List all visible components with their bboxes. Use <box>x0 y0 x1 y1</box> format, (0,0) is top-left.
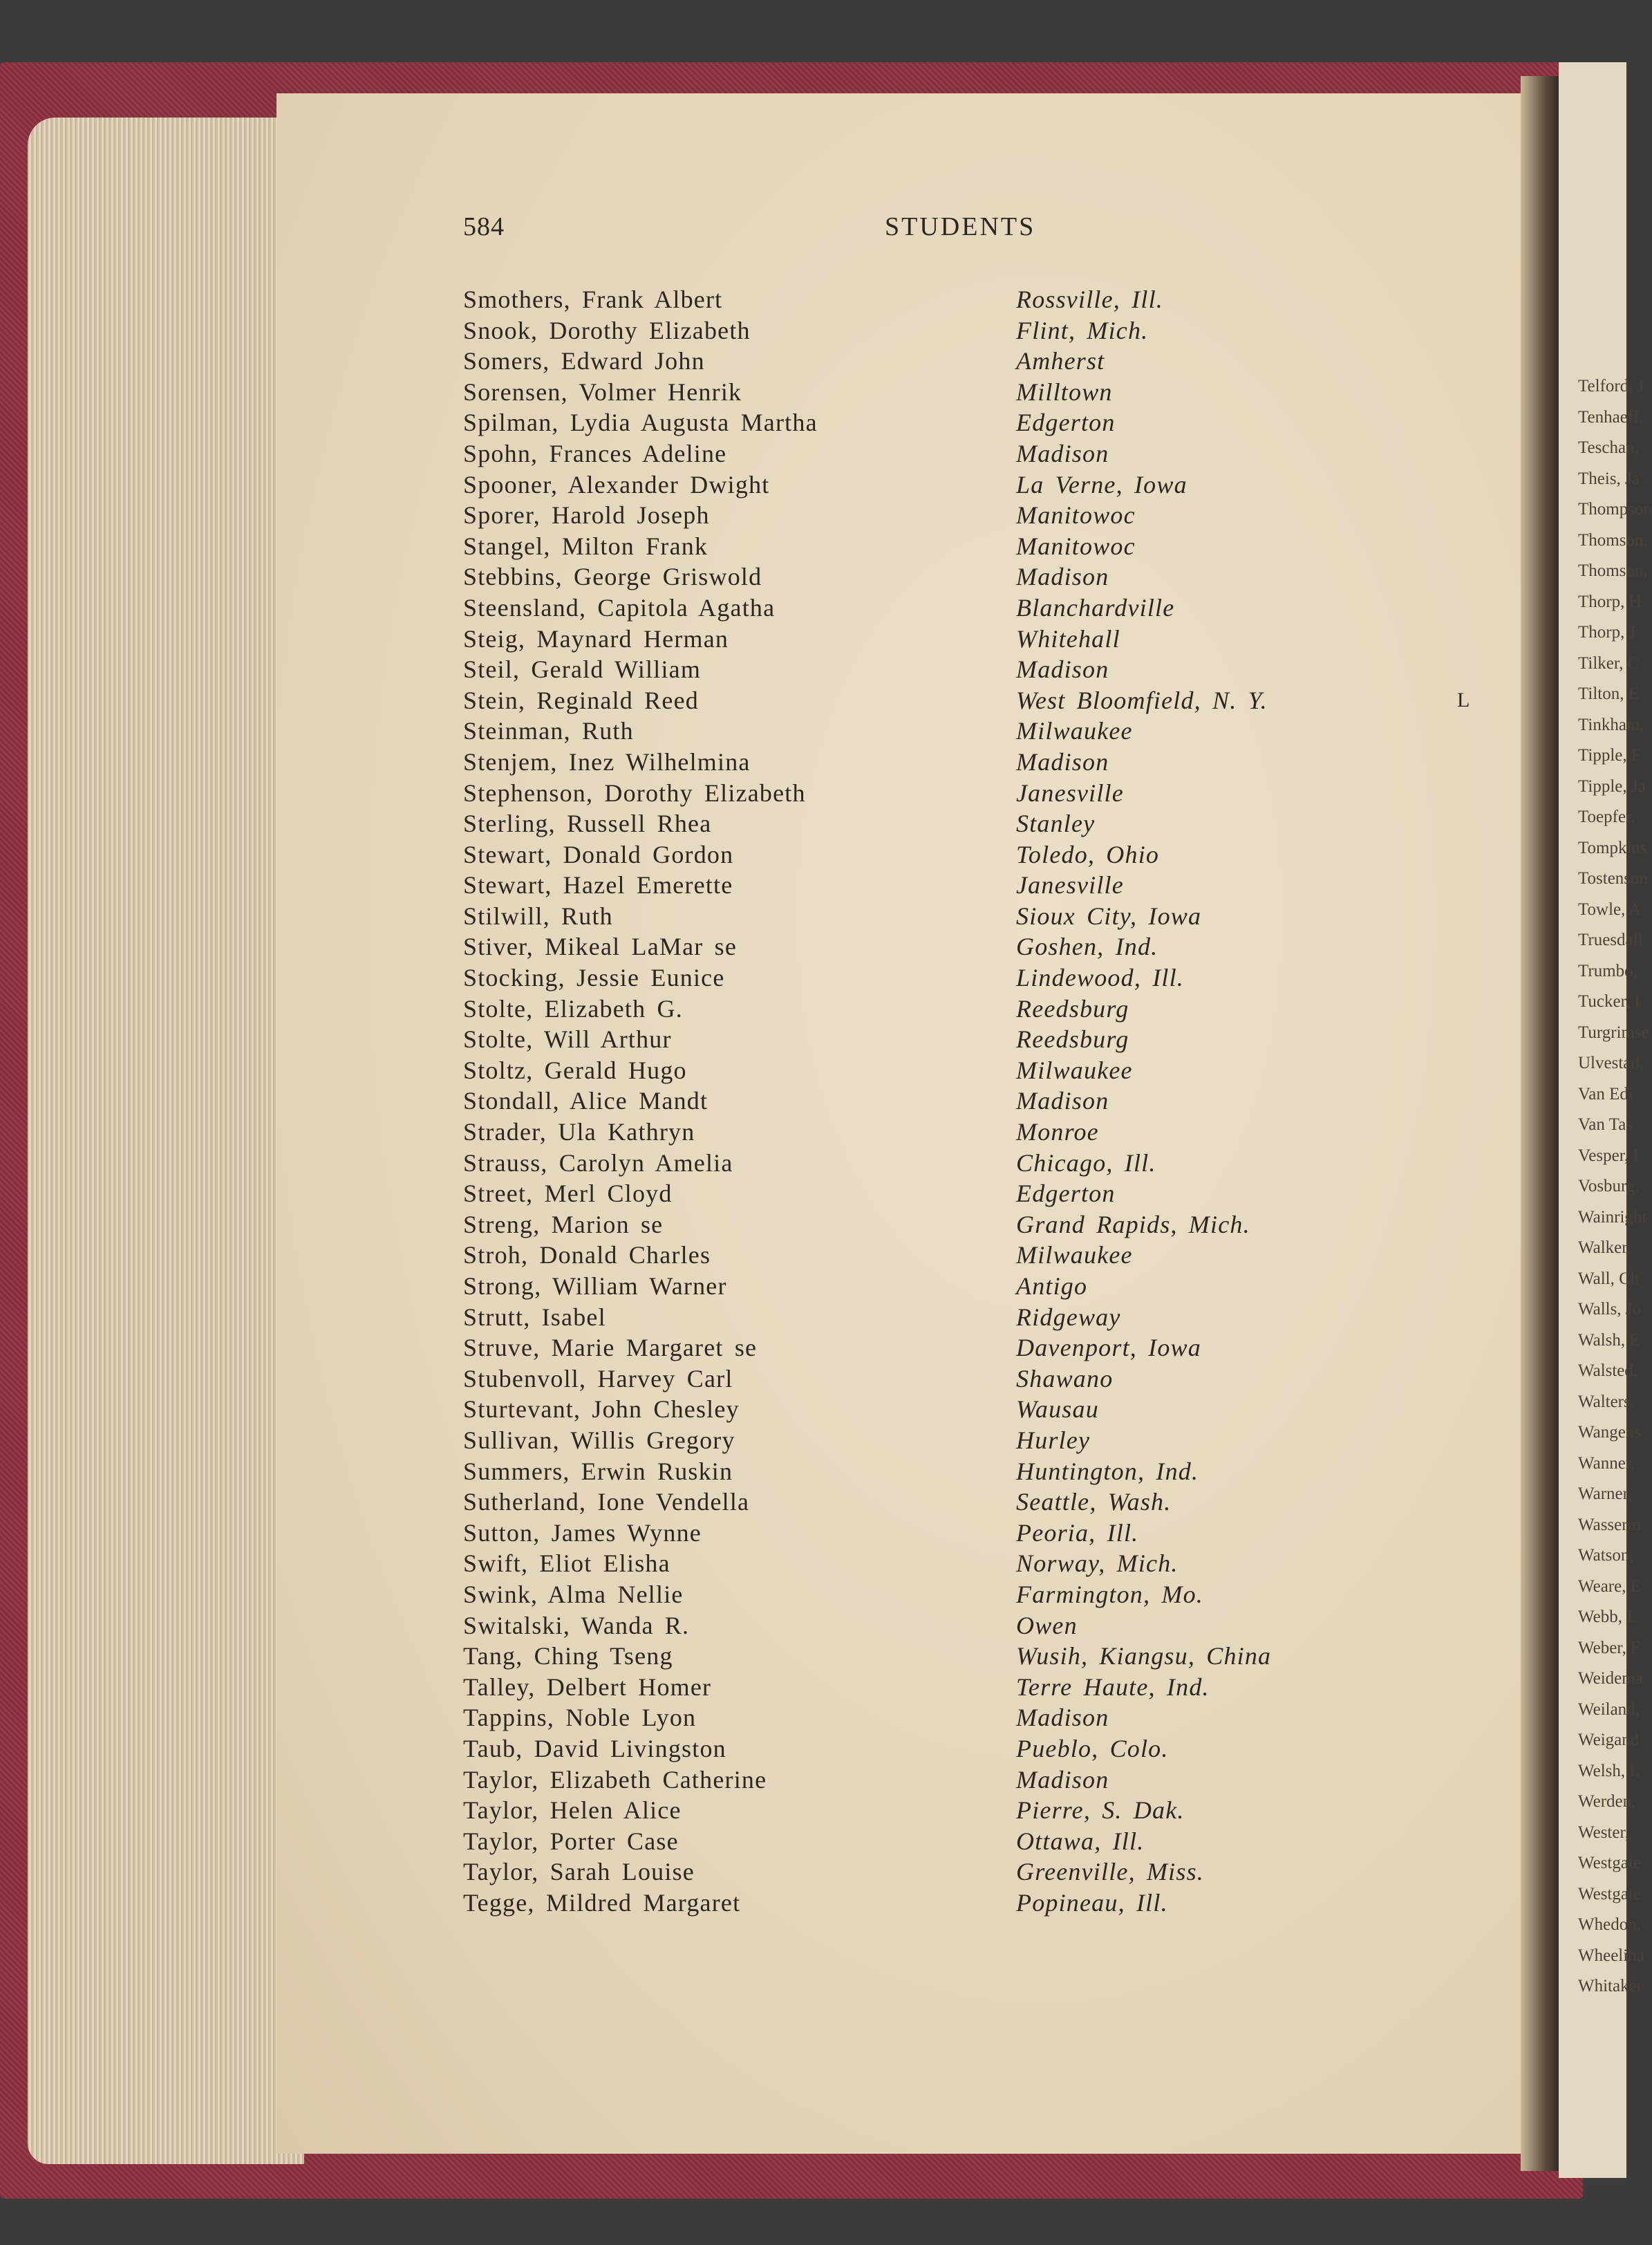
student-name: Taylor, Sarah Louise <box>463 1858 695 1886</box>
student-hometown: Edgerton <box>1016 409 1116 437</box>
list-item <box>463 1487 1500 1518</box>
student-hometown: La Verne, Iowa <box>1016 470 1188 499</box>
student-hometown: Monroe <box>1016 1118 1099 1146</box>
student-hometown: Milltown <box>1016 378 1113 406</box>
student-name: Strutt, Isabel <box>463 1303 606 1331</box>
facing-page-fragment: Tostenson <box>1578 869 1649 888</box>
list-item <box>463 1457 1500 1488</box>
student-name: Sutton, James Wynne <box>463 1518 702 1547</box>
student-hometown: Flint, Mich. <box>1016 316 1149 344</box>
list-item <box>463 378 1500 409</box>
student-name: Swift, Eliot Elisha <box>463 1549 670 1578</box>
facing-page-fragment: Teschan, <box>1578 438 1639 457</box>
facing-page <box>1559 62 1652 2178</box>
list-item <box>463 1086 1500 1117</box>
student-hometown: Madison <box>1016 1087 1109 1115</box>
student-hometown: Madison <box>1016 563 1109 591</box>
facing-page-fragment: Vesper, I <box>1578 1146 1639 1165</box>
facing-page-fragment: Trumbo, <box>1578 961 1637 980</box>
student-hometown: Janesville <box>1016 871 1124 900</box>
facing-page-fragment: Tucker, I <box>1578 992 1640 1011</box>
student-hometown: Pierre, S. Dak. <box>1016 1796 1185 1825</box>
student-name: Stangel, Milton Frank <box>463 532 708 560</box>
student-hometown: Popineau, Ill. <box>1016 1888 1168 1917</box>
student-hometown: Milwaukee <box>1016 1056 1133 1084</box>
student-hometown: Chicago, Ill. <box>1016 1148 1156 1177</box>
student-name: Stewart, Hazel Emerette <box>463 871 733 900</box>
student-hometown: Grand Rapids, Mich. <box>1016 1210 1250 1238</box>
student-hometown: Reedsburg <box>1016 994 1129 1023</box>
facing-page-fragment: Werden, <box>1578 1792 1636 1811</box>
list-item <box>463 1765 1500 1796</box>
facing-page-fragment: Warner, <box>1578 1484 1633 1503</box>
student-hometown: Shawano <box>1016 1364 1114 1392</box>
list-item <box>463 1641 1500 1673</box>
student-name: Switalski, Wanda R. <box>463 1611 690 1639</box>
list-item <box>463 747 1500 779</box>
facing-page-fragment: Weidema <box>1578 1669 1643 1688</box>
student-hometown: Whitehall <box>1016 624 1120 653</box>
facing-page-fragment: Tilker, C <box>1578 653 1640 673</box>
facing-page-fragment: Tinkham, <box>1578 715 1644 734</box>
student-name: Spohn, Frances Adeline <box>463 439 727 467</box>
student-hometown: Ottawa, Ill. <box>1016 1827 1145 1855</box>
student-name: Struve, Marie Margaret se <box>463 1334 758 1362</box>
page-title: STUDENTS <box>885 212 1036 241</box>
facing-page-fragment: Welsh, L <box>1578 1761 1640 1780</box>
list-item <box>463 593 1500 624</box>
student-name: Taub, David Livingston <box>463 1734 726 1762</box>
student-hometown: Seattle, Wash. <box>1016 1488 1172 1516</box>
list-item <box>463 963 1500 994</box>
list-item <box>463 1857 1500 1888</box>
student-name: Stoltz, Gerald Hugo <box>463 1056 687 1084</box>
list-item <box>463 1395 1500 1426</box>
student-name: Stubenvoll, Harvey Carl <box>463 1364 733 1392</box>
list-item <box>463 870 1500 902</box>
facing-page-fragment: Van Tas <box>1578 1115 1633 1134</box>
facing-page-fragment: Wall, Ch <box>1578 1269 1640 1288</box>
student-name: Steensland, Capitola Agatha <box>463 593 776 622</box>
student-hometown: Greenville, Miss. <box>1016 1858 1205 1886</box>
list-item <box>463 408 1500 439</box>
facing-page-fragment: Vosburg, <box>1578 1177 1640 1195</box>
facing-page-fragment: Weiland, <box>1578 1699 1640 1719</box>
student-name: Stolte, Elizabeth G. <box>463 994 683 1023</box>
list-item <box>463 1333 1500 1364</box>
student-name: Stilwill, Ruth <box>463 902 613 930</box>
facing-page-fragment: Ulvestad, <box>1578 1054 1644 1072</box>
list-item <box>463 532 1500 563</box>
facing-page-fragment: Towle, A <box>1578 900 1642 919</box>
student-name: Strader, Ula Kathryn <box>463 1118 695 1146</box>
student-name: Stenjem, Inez Wilhelmina <box>463 747 751 776</box>
student-name: Stondall, Alice Mandt <box>463 1087 708 1115</box>
facing-page-fragment: Whitaker <box>1578 1977 1643 1995</box>
student-name: Taylor, Helen Alice <box>463 1796 682 1825</box>
facing-page-fragment: Walls, Jo <box>1578 1300 1642 1319</box>
student-hometown: Antigo <box>1016 1272 1088 1300</box>
student-hometown: Edgerton <box>1016 1180 1116 1208</box>
student-hometown: Reedsburg <box>1016 1025 1129 1054</box>
student-name: Stroh, Donald Charles <box>463 1241 711 1269</box>
student-hometown: Blanchardville <box>1016 593 1175 622</box>
student-hometown: Stanley <box>1016 810 1096 838</box>
facing-page-fragment: Thorp, J <box>1578 623 1636 642</box>
student-name: Sporer, Harold Joseph <box>463 501 710 530</box>
student-name: Stewart, Donald Gordon <box>463 840 734 868</box>
student-name: Stiver, Mikeal LaMar se <box>463 933 738 961</box>
facing-page-fragment: Tilton, E <box>1578 684 1640 703</box>
student-hometown: Sioux City, Iowa <box>1016 902 1202 930</box>
list-item <box>463 1240 1500 1271</box>
student-hometown: Madison <box>1016 1765 1109 1794</box>
student-name: Street, Merl Cloyd <box>463 1180 673 1208</box>
facing-page-fragment: Watson, <box>1578 1546 1634 1565</box>
list-item <box>463 1025 1500 1056</box>
student-name: Tegge, Mildred Margaret <box>463 1888 741 1917</box>
facing-page-fragment: Westgate <box>1578 1884 1642 1903</box>
student-hometown: Ridgeway <box>1016 1303 1121 1331</box>
student-hometown: West Bloomfield, N. Y. <box>1016 686 1268 714</box>
list-item <box>463 779 1500 810</box>
facing-page-fragment: Thomson, <box>1578 530 1648 550</box>
facing-page-fragment: Thorp, H <box>1578 592 1642 611</box>
student-name: Tappins, Noble Lyon <box>463 1704 697 1732</box>
list-item <box>463 686 1500 717</box>
student-name: Smothers, Frank Albert <box>463 286 723 313</box>
student-name: Steinman, Ruth <box>463 717 634 745</box>
facing-page-fragment: Webb, L <box>1578 1608 1637 1626</box>
facing-page-fragment: Tipple, Ja <box>1578 776 1646 796</box>
student-hometown: Lindewood, Ill. <box>1016 964 1185 992</box>
student-name: Strong, William Warner <box>463 1272 727 1300</box>
facing-page-fragment: Truesdall <box>1578 931 1643 949</box>
list-item <box>463 1703 1500 1734</box>
facing-page-fragment: Wanner, <box>1578 1453 1635 1473</box>
student-name: Stebbins, George Griswold <box>463 563 762 591</box>
page-edges <box>28 118 304 2164</box>
list-item <box>463 346 1500 378</box>
facing-page-fragment: Tenhaeff, <box>1578 407 1644 427</box>
student-name: Spilman, Lydia Augusta Martha <box>463 409 818 437</box>
facing-page-fragment: Turgrimse <box>1578 1023 1649 1042</box>
facing-page-fragment: Westgate <box>1578 1854 1642 1872</box>
list-item <box>463 562 1500 593</box>
facing-page-fragment: Theis, Ja <box>1578 469 1640 488</box>
facing-page-fragment: Wheeliha <box>1578 1946 1644 1965</box>
facing-page-fragment: Walker, <box>1578 1238 1631 1257</box>
list-item <box>463 1117 1500 1148</box>
list-item <box>463 1518 1500 1549</box>
facing-page-fragment: Van Edi <box>1578 1084 1633 1103</box>
list-item <box>463 1271 1500 1303</box>
student-hometown: Janesville <box>1016 779 1124 807</box>
student-hometown: Toledo, Ohio <box>1016 840 1160 868</box>
student-hometown: Manitowoc <box>1016 501 1136 530</box>
student-hometown: Goshen, Ind. <box>1016 933 1158 961</box>
list-item <box>463 1796 1500 1827</box>
list-item <box>463 655 1500 686</box>
page-header <box>463 212 1258 246</box>
student-hometown: Madison <box>1016 439 1109 467</box>
list-item <box>463 1888 1500 1919</box>
student-hometown: Wusih, Kiangsu, China <box>1016 1642 1272 1670</box>
student-name: Taylor, Porter Case <box>463 1827 679 1855</box>
student-name: Steil, Gerald William <box>463 655 702 684</box>
student-name: Sorensen, Volmer Henrik <box>463 378 742 406</box>
student-name: Sullivan, Willis Gregory <box>463 1426 735 1454</box>
student-hometown: Peoria, Ill. <box>1016 1518 1139 1547</box>
facing-page-fragment: Weigand <box>1578 1731 1640 1749</box>
student-hometown: Davenport, Iowa <box>1016 1334 1201 1362</box>
student-name: Tang, Ching Tseng <box>463 1642 673 1670</box>
list-item <box>463 1426 1500 1457</box>
student-hometown: Hurley <box>1016 1426 1091 1454</box>
facing-page-fragment: Thompson <box>1578 500 1652 519</box>
facing-page-fragment: Weber, F <box>1578 1638 1641 1657</box>
page-number: 584 <box>463 212 505 241</box>
student-hometown: Milwaukee <box>1016 1241 1133 1269</box>
student-name: Summers, Erwin Ruskin <box>463 1457 733 1485</box>
list-item <box>463 1303 1500 1334</box>
student-hometown: Madison <box>1016 747 1109 776</box>
student-hometown: Wausau <box>1016 1395 1099 1424</box>
student-hometown: Owen <box>1016 1611 1078 1639</box>
student-hometown: Rossville, Ill. <box>1016 286 1163 313</box>
list-item <box>463 716 1500 747</box>
list-item <box>463 1611 1500 1642</box>
student-name: Swink, Alma Nellie <box>463 1580 684 1608</box>
student-hometown: Farmington, Mo. <box>1016 1580 1203 1608</box>
list-item <box>463 1734 1500 1765</box>
list-item <box>463 1179 1500 1210</box>
facing-page-fragment: Weare, E <box>1578 1576 1641 1596</box>
student-hometown: Norway, Mich. <box>1016 1549 1179 1578</box>
student-name: Steig, Maynard Herman <box>463 624 729 653</box>
student-name: Strauss, Carolyn Amelia <box>463 1148 733 1177</box>
list-item <box>463 902 1500 933</box>
facing-page-fragment: Tompkins <box>1578 838 1647 857</box>
student-name: Stocking, Jessie Eunice <box>463 964 725 992</box>
list-item <box>463 1056 1500 1087</box>
list-item <box>463 1549 1500 1580</box>
student-hometown: Manitowoc <box>1016 532 1136 560</box>
list-item <box>463 316 1500 347</box>
list-item <box>463 1364 1500 1395</box>
student-name: Sturtevant, John Chesley <box>463 1395 740 1424</box>
list-item <box>463 932 1500 963</box>
facing-page-fragment: Telford, J <box>1578 377 1644 395</box>
student-list <box>463 285 1500 1919</box>
student-hometown: Pueblo, Colo. <box>1016 1734 1169 1762</box>
facing-page-fragment: Walters, <box>1578 1392 1635 1411</box>
list-item <box>463 624 1500 655</box>
list-item <box>463 1580 1500 1611</box>
facing-page-fragment: Wester, <box>1578 1823 1630 1842</box>
margin-mark: L <box>1457 689 1470 711</box>
list-item <box>463 840 1500 871</box>
list-item <box>463 501 1500 532</box>
list-item <box>463 470 1500 501</box>
student-name: Stephenson, Dorothy Elizabeth <box>463 779 806 807</box>
facing-page-fragment: Whedon, <box>1578 1915 1641 1934</box>
facing-page-fragment: Toepfer, <box>1578 808 1635 826</box>
list-item <box>463 1827 1500 1858</box>
student-name: Stein, Reginald Reed <box>463 686 699 714</box>
list-item <box>463 285 1500 316</box>
student-hometown: Amherst <box>1016 347 1105 375</box>
facing-page-fragment: Walsted, <box>1578 1361 1638 1380</box>
student-name: Spooner, Alexander Dwight <box>463 470 770 499</box>
student-name: Streng, Marion se <box>463 1210 664 1238</box>
list-item <box>463 1210 1500 1241</box>
facing-page-fragment: Wangens <box>1578 1423 1642 1442</box>
student-hometown: Huntington, Ind. <box>1016 1457 1199 1485</box>
student-name: Stolte, Will Arthur <box>463 1025 672 1054</box>
student-name: Snook, Dorothy Elizabeth <box>463 316 751 344</box>
student-name: Talley, Delbert Homer <box>463 1673 712 1701</box>
student-name: Sterling, Russell Rhea <box>463 810 712 838</box>
student-hometown: Milwaukee <box>1016 717 1133 745</box>
student-hometown: Terre Haute, Ind. <box>1016 1673 1210 1701</box>
facing-page-fragment: Thomson, <box>1578 561 1648 580</box>
student-hometown: Madison <box>1016 1704 1109 1732</box>
book-gutter <box>1521 76 1562 2171</box>
facing-page-fragment: Wasserm <box>1578 1515 1642 1534</box>
facing-page-fragment: Tipple, F <box>1578 746 1641 765</box>
student-hometown: Madison <box>1016 655 1109 684</box>
student-name: Sutherland, Ione Vendella <box>463 1488 750 1516</box>
list-item <box>463 1673 1500 1704</box>
list-item <box>463 994 1500 1025</box>
student-name: Taylor, Elizabeth Catherine <box>463 1765 767 1794</box>
list-item <box>463 1148 1500 1180</box>
facing-page-fragment: Walsh, E <box>1578 1330 1640 1350</box>
student-name: Somers, Edward John <box>463 347 705 375</box>
list-item <box>463 439 1500 470</box>
facing-page-fragment: Wainright <box>1578 1207 1647 1227</box>
list-item <box>463 809 1500 840</box>
